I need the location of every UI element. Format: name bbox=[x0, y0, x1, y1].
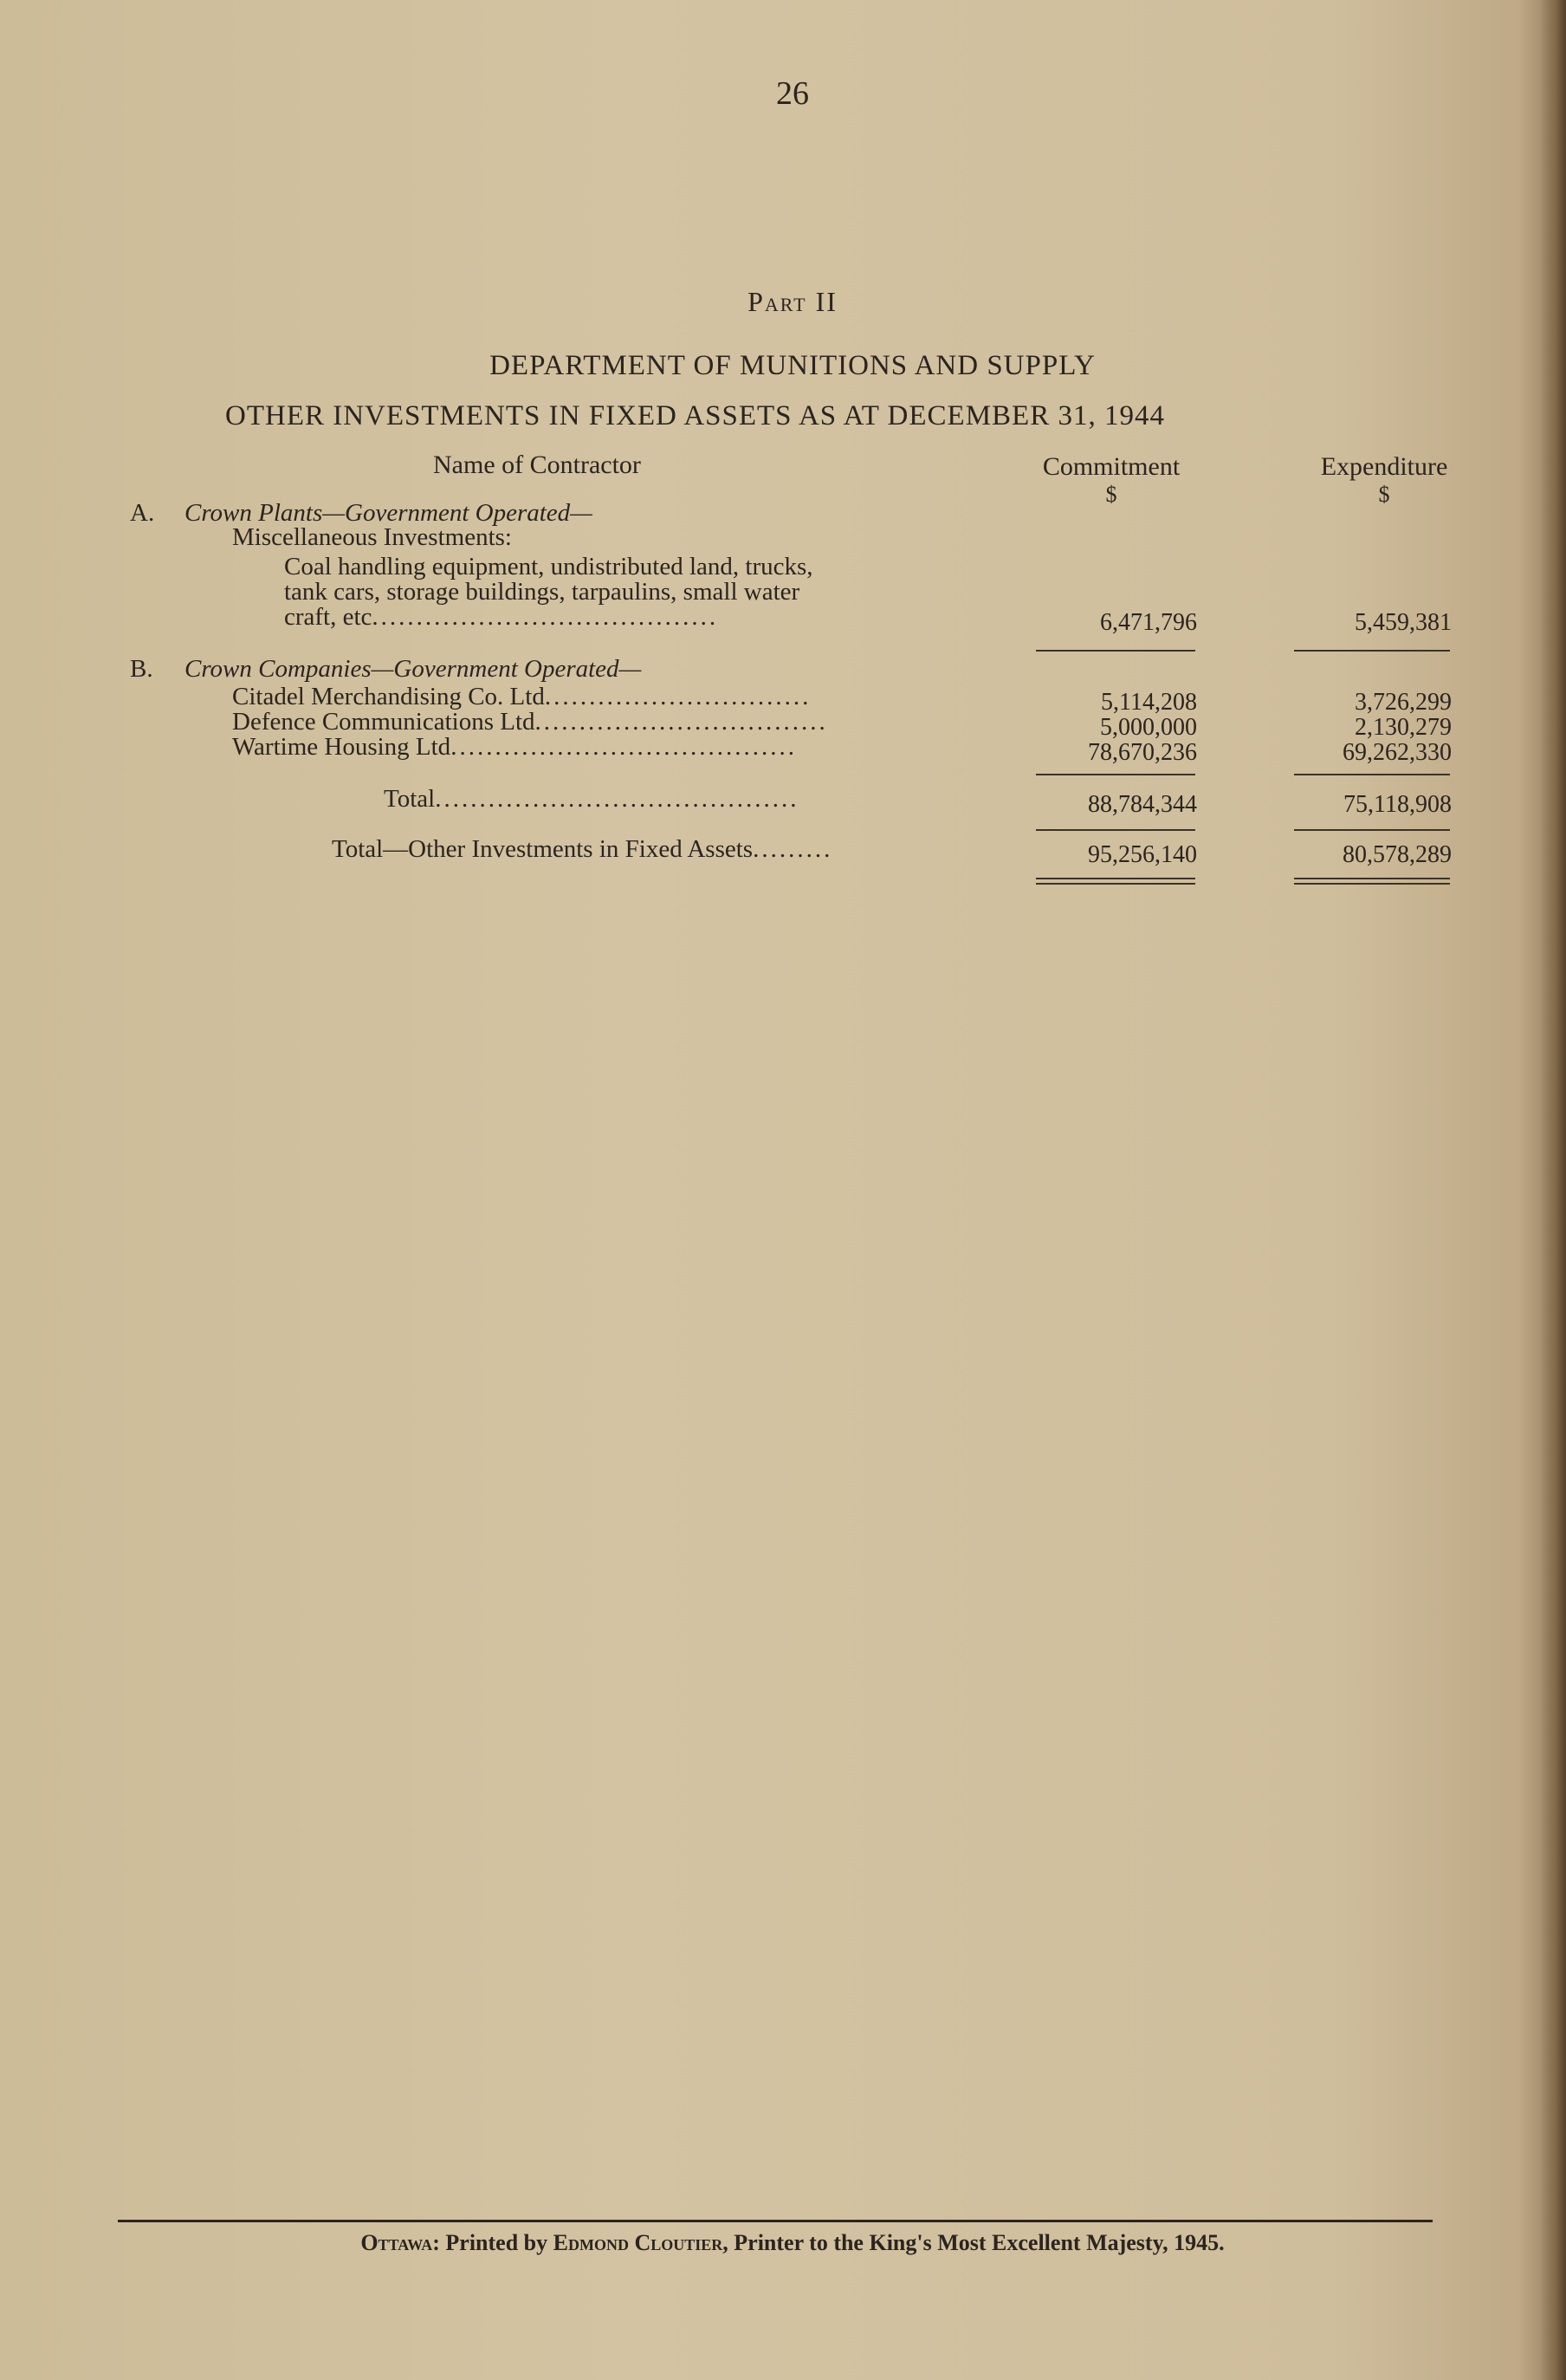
grand-total-expenditure-double-rule-1 bbox=[1294, 878, 1450, 879]
imprint-city: Ottawa bbox=[360, 2230, 433, 2255]
commitment-label: Commitment bbox=[1042, 452, 1181, 481]
total-label: Total bbox=[384, 785, 436, 813]
table-row-name: Citadel Merchandising Co. Ltd bbox=[232, 683, 545, 710]
grand-total-commitment-double-rule-2 bbox=[1036, 883, 1195, 885]
section-b-total-label bbox=[384, 787, 799, 812]
section-a-line-1: Coal handling equipment, undistributed land, trucks, bbox=[284, 553, 813, 580]
commitment-unit: $ bbox=[1105, 482, 1117, 507]
section-b-row-2-name bbox=[232, 710, 828, 735]
expenditure-label: Expenditure bbox=[1320, 452, 1448, 481]
dot-leader: ......................................... bbox=[435, 785, 799, 813]
grand-total-expenditure: 80,578,289 bbox=[1343, 841, 1452, 868]
section-b-commitment-rule bbox=[1036, 774, 1195, 775]
section-b-row-3-name bbox=[232, 735, 797, 760]
section-b-row-2-expenditure: 2,130,279 bbox=[1355, 714, 1452, 741]
dot-leader: .............................. bbox=[544, 683, 812, 710]
section-b-row-3-expenditure: 69,262,330 bbox=[1343, 739, 1452, 766]
dot-leader: ....................................... bbox=[372, 603, 719, 631]
imprint-printer: Edmond Cloutier bbox=[553, 2230, 723, 2255]
section-b-row-1-expenditure: 3,726,299 bbox=[1355, 689, 1452, 716]
column-header-name: Name of Contractor bbox=[433, 451, 641, 479]
section-b-row-1-name bbox=[232, 684, 811, 710]
table-row-name: Wartime Housing Ltd bbox=[232, 733, 451, 761]
section-a-subheading: Miscellaneous Investments: bbox=[232, 523, 512, 551]
column-header-commitment bbox=[1022, 452, 1200, 508]
printer-imprint bbox=[0, 2230, 1566, 2256]
dot-leader: ................................. bbox=[534, 708, 828, 736]
dot-leader: ....................................... bbox=[450, 733, 797, 761]
table-row-name: Defence Communications Ltd bbox=[232, 708, 535, 736]
column-header-expenditure bbox=[1295, 452, 1473, 508]
department-title: DEPARTMENT OF MUNITIONS AND SUPPLY bbox=[489, 350, 1096, 381]
page-number: 26 bbox=[776, 75, 809, 112]
total-commitment-rule bbox=[1036, 829, 1195, 831]
dot-leader: ......... bbox=[753, 835, 833, 863]
grand-total-label: Total—Other Investments in Fixed Assets bbox=[332, 835, 754, 863]
grand-total-label-row bbox=[332, 837, 832, 862]
section-b-total-expenditure: 75,118,908 bbox=[1343, 791, 1452, 818]
grand-total-commitment-double-rule-1 bbox=[1036, 878, 1195, 879]
imprint-text-2: , Printer to the King's Most Excellent Majesty, 1945. bbox=[722, 2230, 1225, 2255]
footer-rule bbox=[118, 2220, 1433, 2222]
part-heading: Part II bbox=[747, 286, 838, 317]
section-b-expenditure-rule bbox=[1294, 774, 1450, 775]
section-a-commitment: 6,471,796 bbox=[1100, 609, 1197, 636]
grand-total-expenditure-double-rule-2 bbox=[1294, 883, 1450, 885]
section-a-expenditure-rule bbox=[1294, 650, 1450, 652]
section-b-letter: B. bbox=[130, 655, 153, 683]
section-b-row-3-commitment: 78,670,236 bbox=[1088, 739, 1197, 766]
section-a-line-2: tank cars, storage buildings, tarpaulins, small water bbox=[284, 578, 800, 606]
section-b-row-2-commitment: 5,000,000 bbox=[1100, 714, 1197, 741]
section-a-title: Crown Plants—Government Operated— bbox=[184, 499, 592, 527]
section-a-letter: A. bbox=[130, 499, 155, 527]
section-a-expenditure: 5,459,381 bbox=[1355, 609, 1452, 636]
section-b-total-commitment: 88,784,344 bbox=[1088, 791, 1197, 818]
section-b-title: Crown Companies—Government Operated— bbox=[184, 655, 642, 683]
expenditure-unit: $ bbox=[1378, 482, 1390, 507]
section-a-line-3-text: craft, etc bbox=[284, 603, 372, 631]
grand-total-commitment: 95,256,140 bbox=[1088, 841, 1197, 868]
section-b-row-1-commitment: 5,114,208 bbox=[1101, 689, 1197, 716]
report-subtitle: OTHER INVESTMENTS IN FIXED ASSETS AS AT DECEMBER 31, 1944 bbox=[225, 400, 1165, 431]
imprint-text-1: : Printed by bbox=[432, 2230, 553, 2255]
section-a-line-3 bbox=[284, 605, 718, 630]
total-expenditure-rule bbox=[1294, 829, 1450, 831]
section-a-commitment-rule bbox=[1036, 650, 1195, 652]
